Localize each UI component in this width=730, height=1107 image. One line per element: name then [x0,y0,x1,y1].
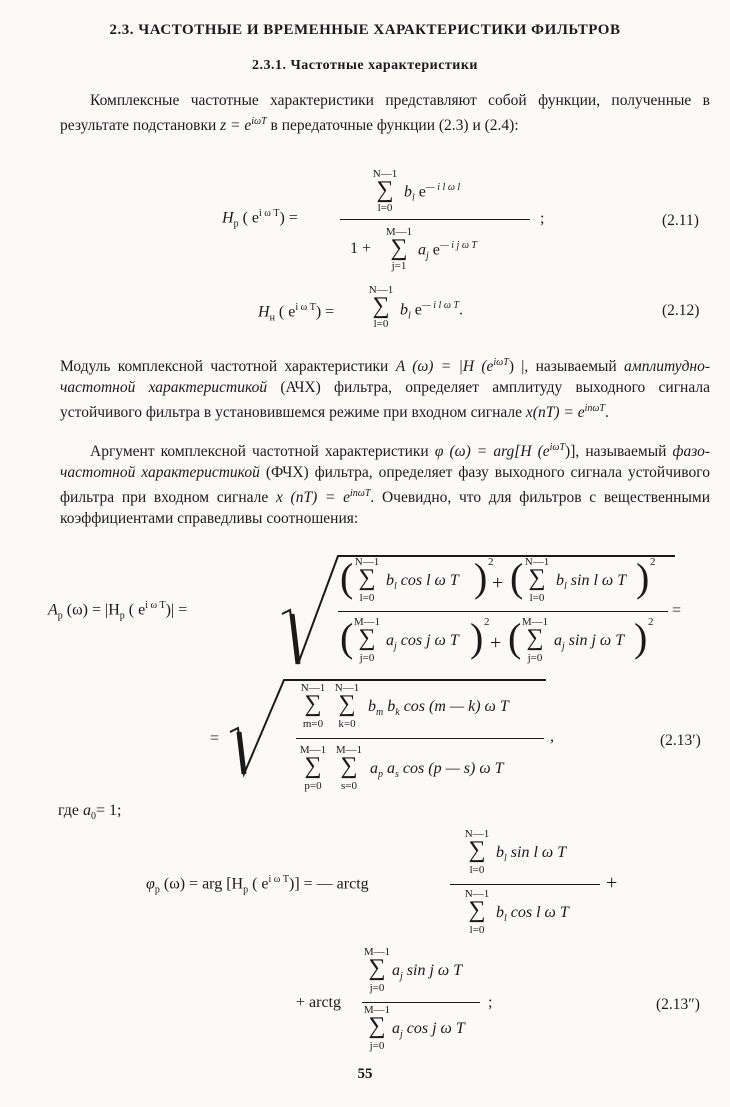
eq-2-13a-number: (2.13′) [660,732,701,749]
sum-upper: N—1 [464,828,490,840]
square-exponent: 2 [648,616,654,628]
sum-upper: N—1 [300,682,326,694]
eq-2-11-num-term: $b_l$ $e^{— i l \omega l}$ [404,182,461,204]
eq-2-12-number: (2.12) [662,302,700,319]
equals-sign: = [210,730,220,747]
paren-left: ( [510,555,524,600]
eq-2-11-den-lower: j=1 [391,260,407,272]
eq-2-11-den-term: $a_j$ $e^{— i j \omega T}$ [418,240,477,262]
sum-term: $b_l$ cos l ω T [496,904,569,925]
eq-2-11-num-upper: N—1 [372,168,398,180]
eq-2-12-lower: l=0 [373,318,389,330]
sum-lower: l=0 [469,924,485,936]
paragraph-modulus: Модуль комплексной частотной характеристики A (ω) = |H $(e^{i\omega T})$ |, называемый амплитудно-частотной характеристикой (АЧХ) фильтра, определяет амплитуду выходного сигнала устойчивого фильтра в установившемся режиме при входном сигнале $x(nT) = e^{in\omega T}$. [60,357,711,422]
eq-2-11-den-upper: M—1 [385,226,413,238]
sum-term: $a_j$ cos j ω T [386,632,459,653]
section-heading: 2.3. ЧАСТОТНЫЕ И ВРЕМЕННЫЕ ХАРАКТЕРИСТИКИ ФИЛЬТРОВ [109,22,621,38]
sum-lower: k=0 [338,718,356,730]
paren-right: ) [634,615,648,660]
sum-term: $b_m$ $b_k$ cos (m — k) ω T [368,698,509,719]
where-clause: где $a_0= 1$; [58,802,122,823]
sum-term: $b_l$ cos l ω T [386,572,459,593]
sum-lower: l=0 [529,592,545,604]
sigma-symbol: ∑ [390,235,408,261]
sum-upper: M—1 [335,744,363,756]
sigma-symbol: ∑ [368,1013,386,1039]
sum-lower: j=0 [369,1040,385,1052]
sigma-symbol: ∑ [338,691,356,717]
fraction-bar [338,611,668,612]
sum-lower: j=0 [369,982,385,994]
sum-lower: j=0 [527,652,543,664]
plus-sign: + [606,872,618,894]
sigma-symbol: ∑ [526,625,544,651]
sigma-symbol: ∑ [528,565,546,591]
paren-right: ) [474,555,488,600]
sigma-symbol: ∑ [368,955,386,981]
eq-2-11-den-one: 1 + [350,240,372,257]
sigma-symbol: ∑ [468,897,486,923]
fraction-bar [450,884,600,885]
paragraph-text: Комплексные частотные характеристики представляют собой функции, полученные в результате подстановки [60,92,710,135]
sum-term: $a_j$ cos j ω T [392,1020,465,1041]
sigma-symbol: ∑ [358,625,376,651]
paragraph-argument: Аргумент комплексной частотной характеристики φ (ω) = arg[H $(e^{i\omega T})$], называемый фазо-частотной характеристикой (ФЧХ) фильтра, определяет фазу выходного сигнала устойчивого фильтра при входном сигнале x $(nT) = e^{in\omega T}$. Очевидно, что для фильтров с вещественными коэффициентами справедливы соотношения: [60,442,711,528]
fraction-bar [296,738,544,739]
arctg-term: + arctg [296,994,341,1011]
sigma-symbol: ∑ [468,837,486,863]
eq-2-12-lhs: $H_н$ ( $e^{i \omega T}$) = [258,302,335,324]
sum-upper: M—1 [521,616,549,628]
sigma-symbol: ∑ [372,293,390,319]
subsection-heading: 2.3.1. Частотные характеристики [252,58,478,73]
paren-left: ( [340,615,354,660]
equals-sign: = [672,602,682,619]
eq-2-11-number: (2.11) [662,212,699,229]
eq-2-11-semicolon: ; [540,210,545,227]
sum-lower: s=0 [341,780,357,792]
paren-left: ( [340,555,354,600]
semicolon: ; [488,994,493,1011]
paren-right: ) [636,555,650,600]
paren-left: ( [508,615,522,660]
sum-term: $a_p$ $a_s$ cos (p — s) ω T [370,760,504,781]
sum-upper: N—1 [464,888,490,900]
sum-lower: l=0 [359,592,375,604]
square-exponent: 2 [488,556,494,568]
paragraph-intro [60,90,710,136]
eq-2-11-fraction-bar [340,219,530,220]
paren-right: ) [470,615,484,660]
sigma-symbol: ∑ [358,565,376,591]
sum-lower: j=0 [359,652,375,664]
sum-term: $b_l$ sin l ω T [556,572,627,593]
sum-term: $a_j$ sin j ω T [554,632,625,653]
plus-sign: + [492,572,504,594]
sigma-symbol: ∑ [340,753,358,779]
sum-term: $a_j$ sin j ω T [392,962,463,983]
sum-lower: p=0 [304,780,322,792]
sum-upper: M—1 [299,744,327,756]
inline-math-sup: iωT [251,116,267,127]
sum-term: $b_l$ sin l ω T [496,844,567,865]
sum-upper: N—1 [524,556,550,568]
comma: , [550,728,554,745]
sum-upper: N—1 [334,682,360,694]
sum-upper: N—1 [354,556,380,568]
sum-lower: m=0 [302,718,324,730]
eq-2-12-upper: N—1 [368,284,394,296]
sum-lower: l=0 [469,864,485,876]
eq-2-13b-lhs: $\varphi_р$ (ω) = arg [$H_р$ ( $e^{i \omega T}$)] = — arctg [146,874,369,896]
sum-upper: M—1 [353,616,381,628]
square-exponent: 2 [484,616,490,628]
sigma-symbol: ∑ [376,177,394,203]
eq-2-13b-number: (2.13″) [656,996,700,1013]
paragraph-text: в передаточные функции (2.3) и (2.4): [270,117,519,135]
eq-2-11-lhs: $H_р$ ( $e^{i \omega T}$) = [222,208,298,230]
square-exponent: 2 [650,556,656,568]
sum-upper: M—1 [363,1004,391,1016]
inline-math: z = e [220,117,252,135]
sum-upper: M—1 [363,946,391,958]
sigma-symbol: ∑ [304,753,322,779]
eq-2-13a-lhs: $A_р$ $(\omega) = |H_р$ ( $e^{i \omega T})|$ = [48,600,188,622]
sigma-symbol: ∑ [304,691,322,717]
page-number: 55 [357,1066,373,1082]
eq-2-11-num-lower: l=0 [377,202,393,214]
plus-sign: + [490,632,502,654]
eq-2-12-term: $b_l$ $e^{— i l \omega T}$. [400,300,463,322]
